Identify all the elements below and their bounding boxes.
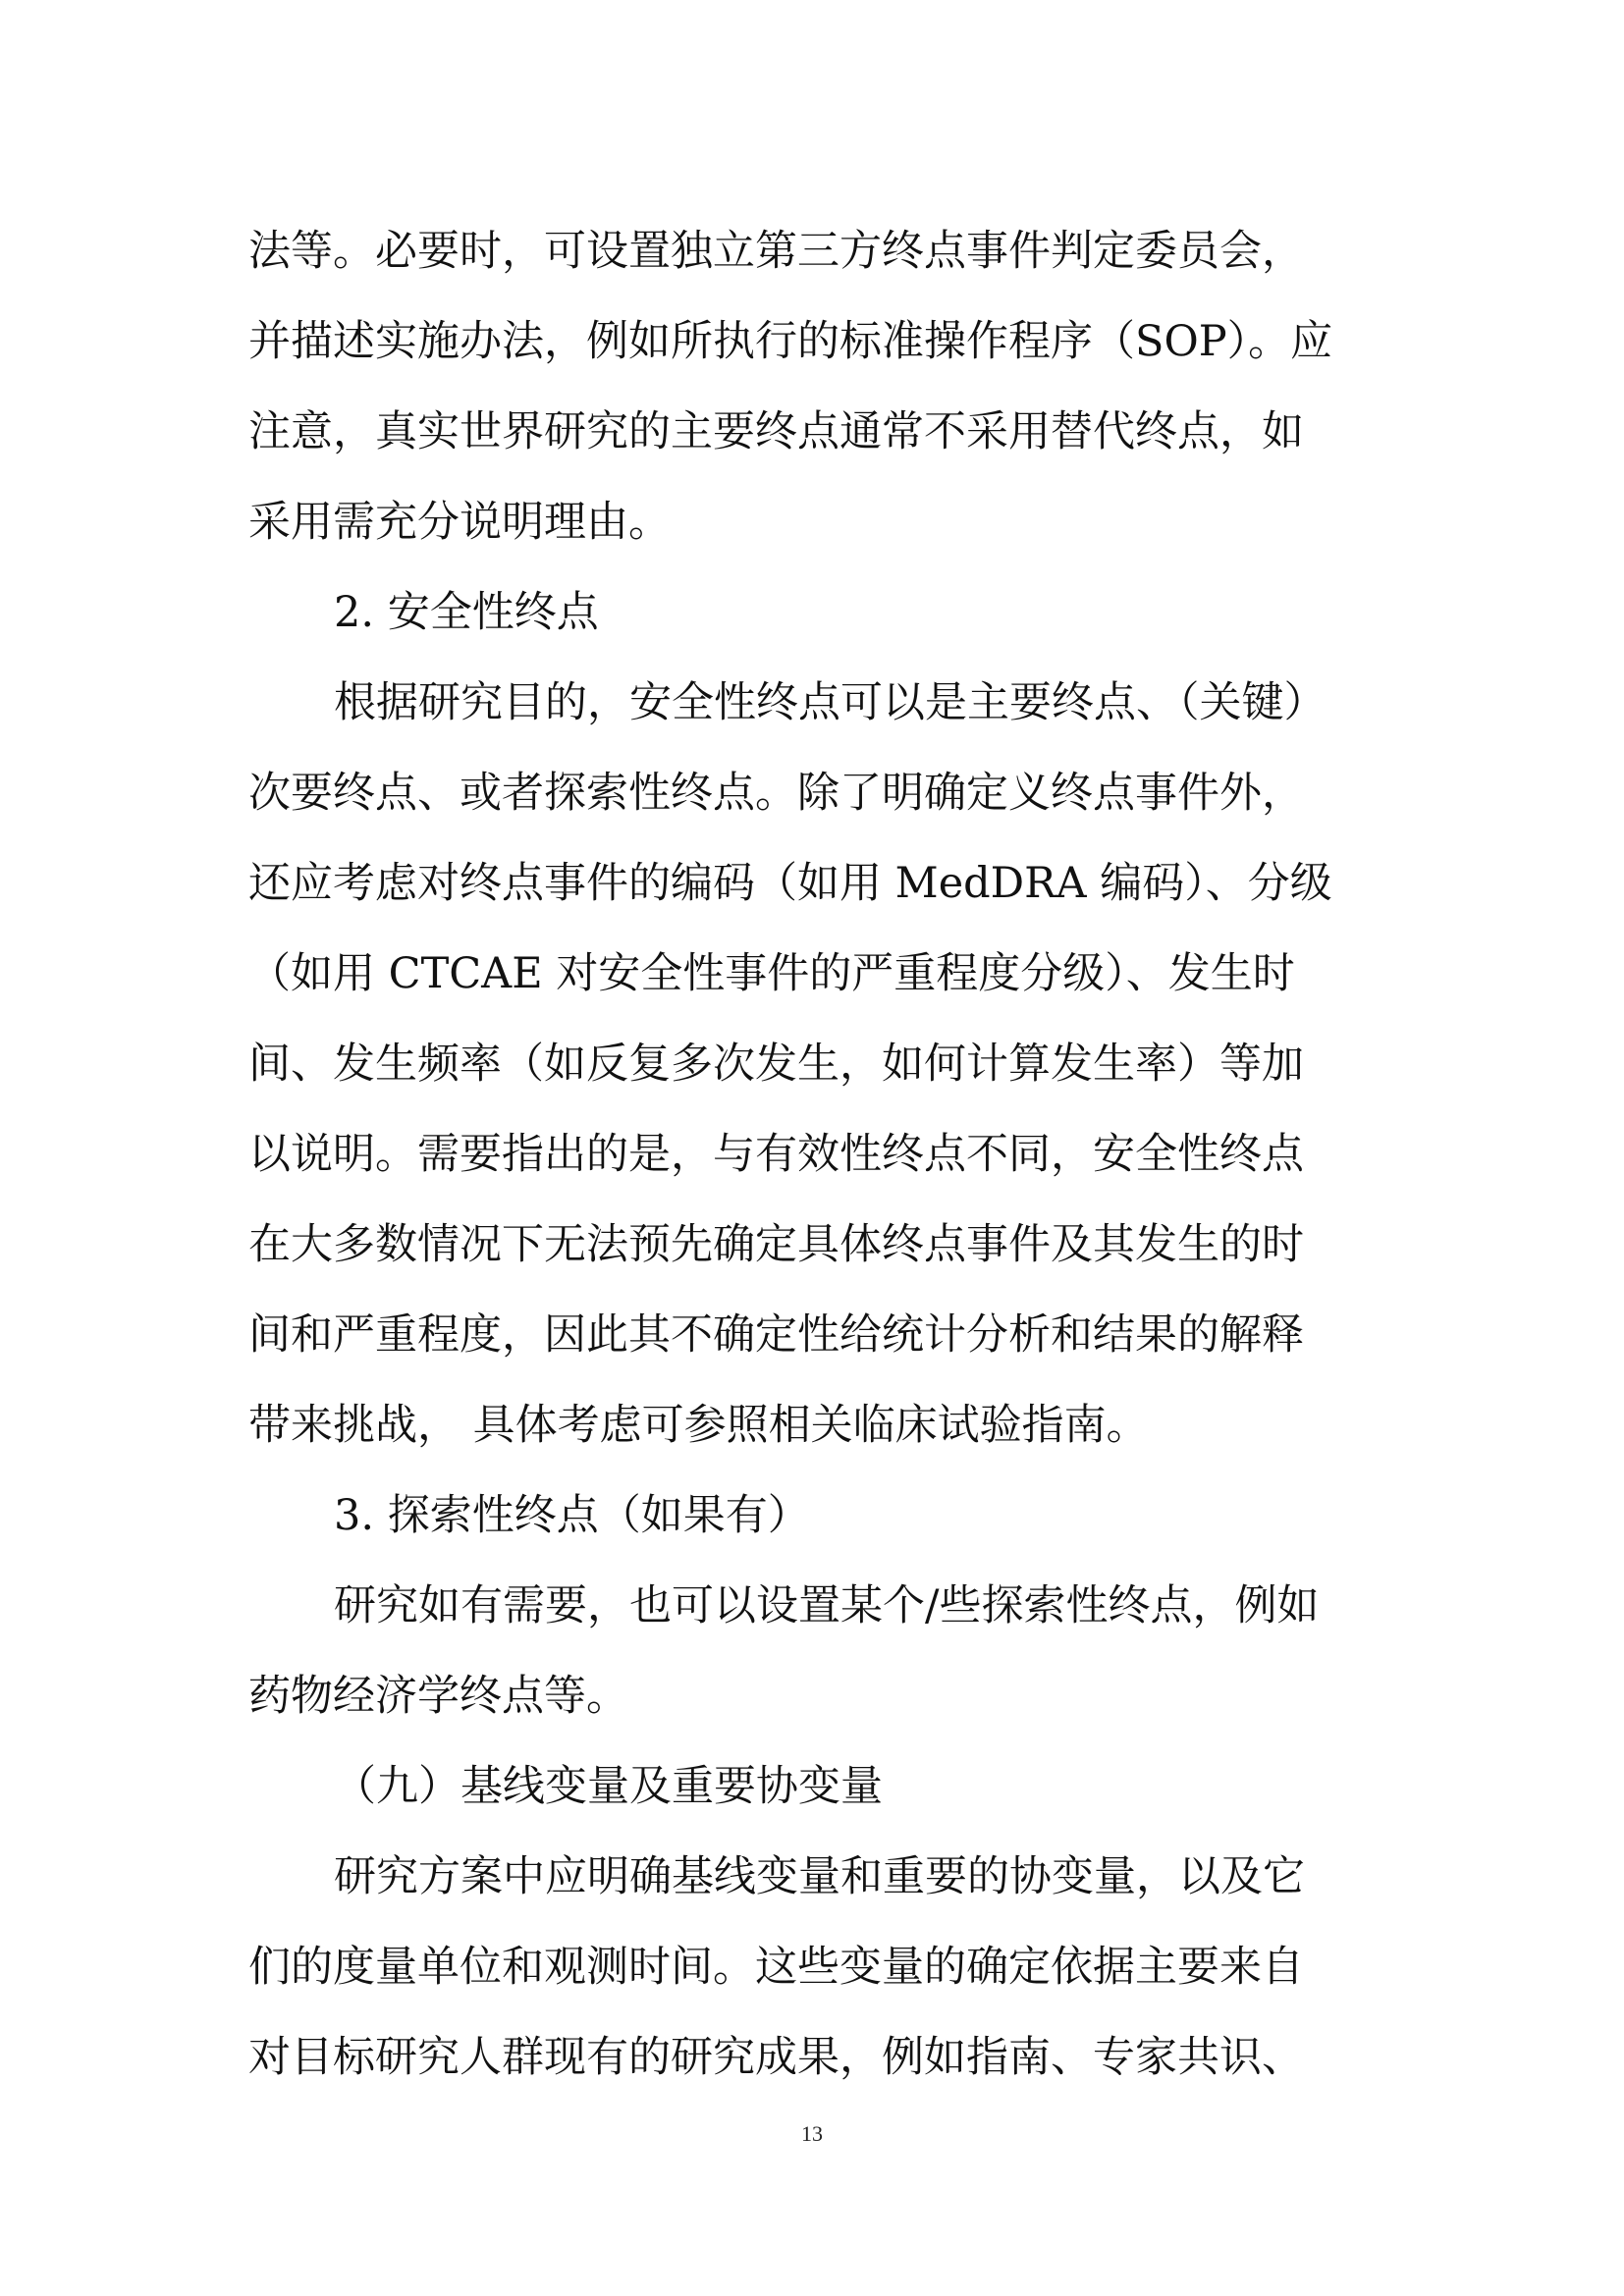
paragraph-line: 法等。必要时，可设置独立第三方终点事件判定委员会， (248, 227, 1304, 276)
paragraph-line: 研究如有需要，也可以设置某个/些探索性终点，例如 (334, 1581, 1320, 1630)
paragraph-line: 还应考虑对终点事件的编码（如用 MedDRA 编码）、分级 (248, 859, 1332, 908)
paragraph-line: 在大多数情况下无法预先确定具体终点事件及其发生的时 (248, 1220, 1304, 1269)
page-number: 13 (801, 2121, 823, 2146)
paragraph-line: 并描述实施办法，例如所执行的标准操作程序（SOP）。应 (248, 317, 1333, 366)
section-heading-exploratory-endpoint: 3. 探索性终点（如果有） (334, 1491, 810, 1540)
paragraph-line: 带来挑战， 具体考虑可参照相关临床试验指南。 (248, 1401, 1149, 1450)
paragraph-line: 根据研究目的，安全性终点可以是主要终点、（关键） (334, 678, 1326, 727)
paragraph-line: 以说明。需要指出的是，与有效性终点不同，安全性终点 (248, 1130, 1304, 1179)
paragraph-line: 们的度量单位和观测时间。这些变量的确定依据主要来自 (248, 1943, 1304, 1992)
paragraph-line: 间、发生频率（如反复多次发生，如何计算发生率）等加 (248, 1040, 1304, 1089)
paragraph-line: 注意，真实世界研究的主要终点通常不采用替代终点，如 (248, 407, 1304, 456)
paragraph-line: （如用 CTCAE 对安全性事件的严重程度分级）、发生时 (248, 949, 1295, 998)
section-heading-baseline-variables: （九）基线变量及重要协变量 (334, 1762, 883, 1811)
paragraph-line: 研究方案中应明确基线变量和重要的协变量，以及它 (334, 1852, 1305, 1901)
paragraph-line: 采用需充分说明理由。 (248, 498, 671, 547)
paragraph-line: 药物经济学终点等。 (248, 1672, 628, 1721)
paragraph-line: 对目标研究人群现有的研究成果，例如指南、专家共识、 (248, 2033, 1304, 2082)
paragraph-line: 间和严重程度，因此其不确定性给统计分析和结果的解释 (248, 1310, 1304, 1360)
section-heading-safety-endpoint: 2. 安全性终点 (334, 588, 599, 637)
paragraph-line: 次要终点、或者探索性终点。除了明确定义终点事件外， (248, 769, 1304, 818)
